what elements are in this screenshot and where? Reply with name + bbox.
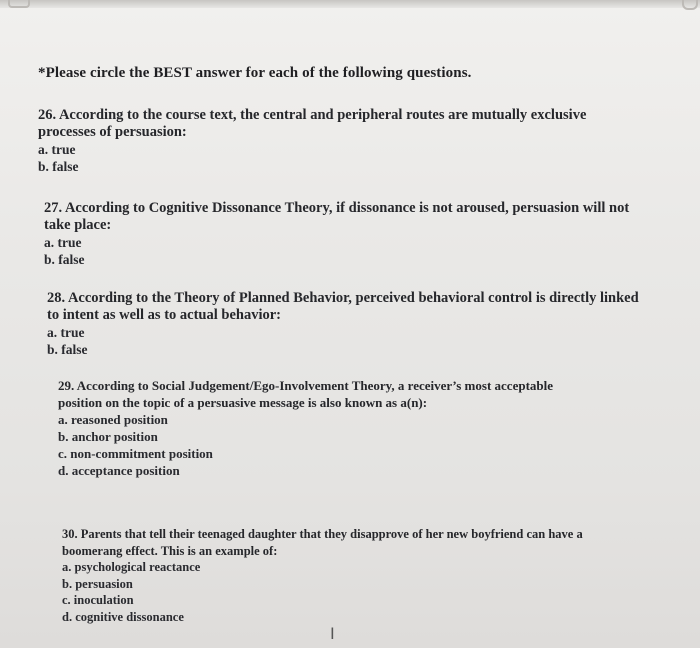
question-text-line: 26. According to the course text, the central and peripheral routes are mutually exclusive <box>38 107 587 123</box>
answer-option[interactable]: a. true <box>47 325 85 340</box>
answer-option[interactable]: a. psychological reactance <box>62 560 201 574</box>
top-edge <box>0 0 700 8</box>
answer-option[interactable]: b. false <box>47 342 88 357</box>
answer-option[interactable]: b. false <box>38 159 79 174</box>
corner-mark-right <box>682 0 698 10</box>
question-text-line: take place: <box>44 217 112 233</box>
question-27 <box>44 200 654 268</box>
instruction-text: *Please circle the BEST answer for each of the following questions. <box>38 65 472 81</box>
question-text-line: 29. According to Social Judgement/Ego-Involvement Theory, a receiver’s most acceptable <box>58 378 554 393</box>
answer-option[interactable]: a. true <box>44 235 82 250</box>
question-26 <box>38 107 658 175</box>
question-text-line: 28. According to the Theory of Planned Behavior, perceived behavioral control is directly linked <box>47 290 639 306</box>
answer-option[interactable]: b. anchor position <box>58 429 158 444</box>
question-text-line: 27. According to Cognitive Dissonance Theory, if dissonance is not aroused, persuasion will not <box>44 200 630 216</box>
answer-option[interactable]: b. false <box>44 252 85 267</box>
question-text-line: processes of persuasion: <box>38 124 187 140</box>
answer-option[interactable]: c. non-commitment position <box>58 446 213 461</box>
question-text-line: to intent as well as to actual behavior: <box>47 307 281 323</box>
answer-option[interactable]: b. persuasion <box>62 576 133 591</box>
question-text-line: boomerang effect. This is an example of: <box>62 543 278 558</box>
answer-option[interactable]: c. inoculation <box>62 593 134 607</box>
question-text-line: 30. Parents that tell their teenaged daughter that they disapprove of her new boyfriend can have a <box>62 527 583 541</box>
question-text-line: position on the topic of a persuasive message is also known as a(n): <box>58 395 428 410</box>
answer-option[interactable]: d. acceptance position <box>58 463 180 478</box>
answer-option[interactable]: a. true <box>38 142 76 157</box>
question-29 <box>58 377 638 479</box>
answer-option[interactable]: a. reasoned position <box>58 412 168 427</box>
answer-option[interactable]: d. cognitive dissonance <box>62 609 184 624</box>
corner-mark-left <box>8 0 30 8</box>
question-30 <box>62 526 642 625</box>
text-cursor-icon: I <box>330 624 335 643</box>
question-28 <box>47 290 647 358</box>
